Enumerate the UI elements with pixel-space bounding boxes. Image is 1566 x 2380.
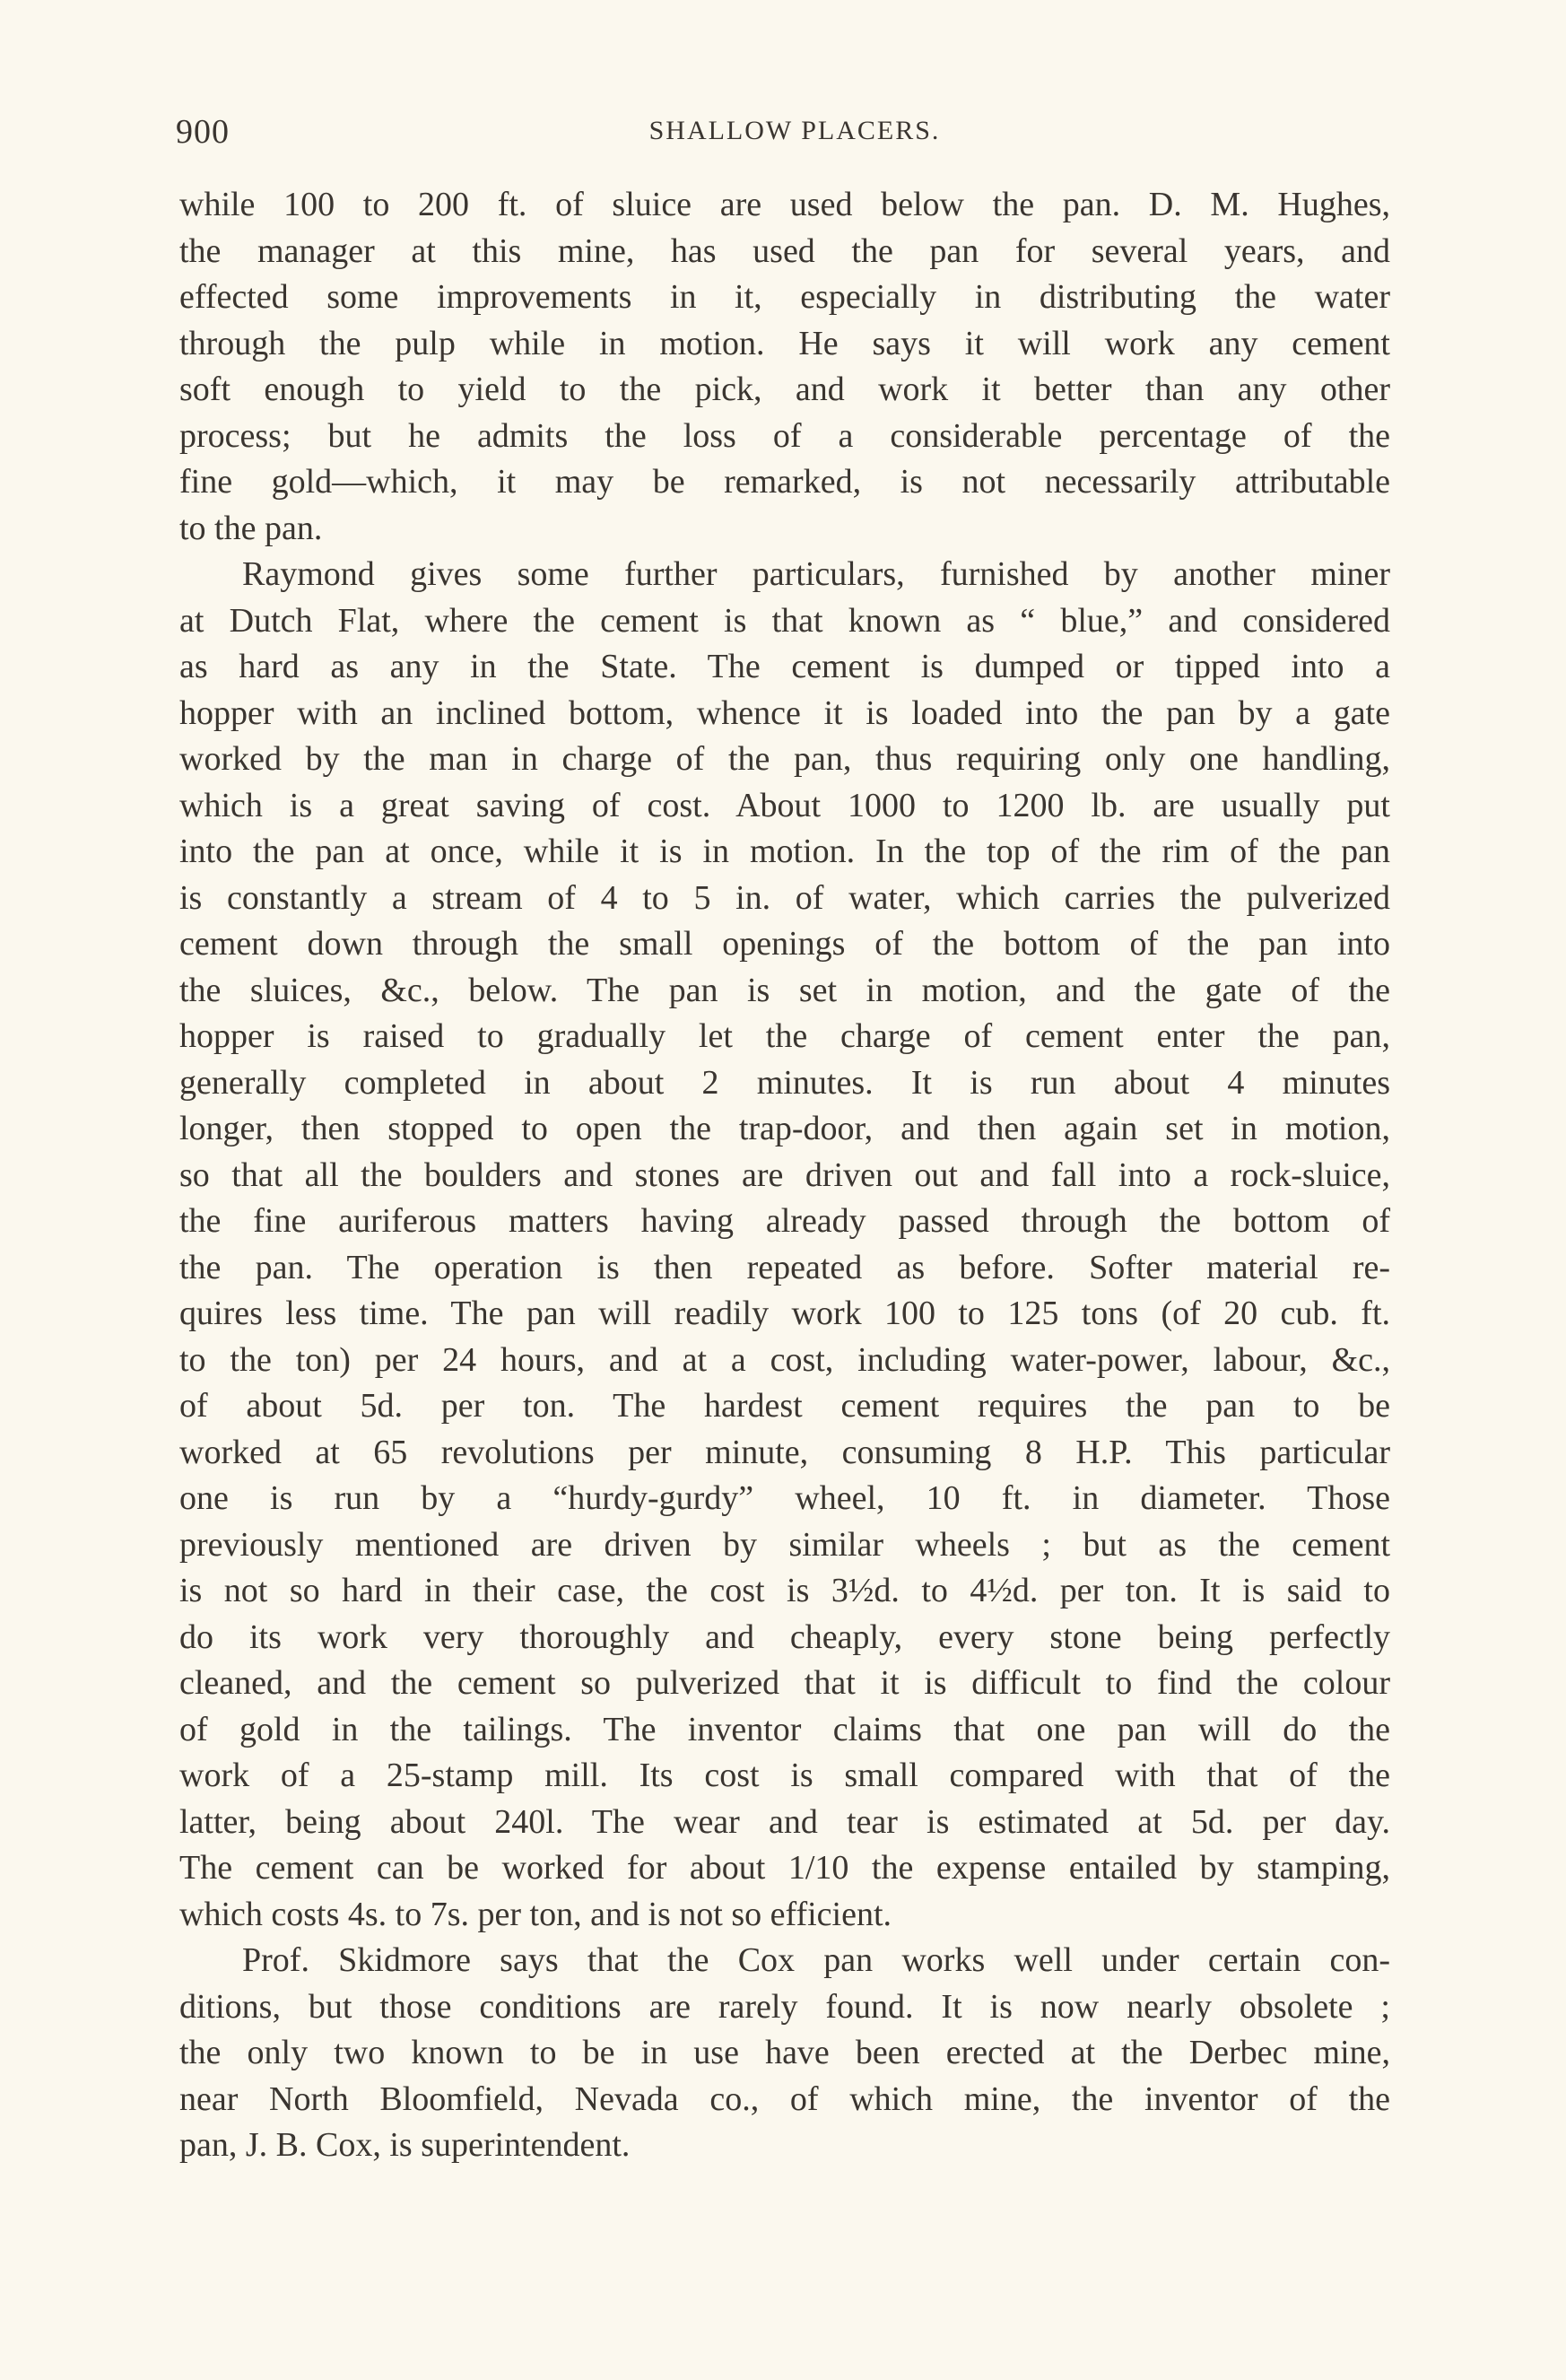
text-line: work of a 25-stamp mill. Its cost is small compared with that of the [179,1757,1390,1794]
text-line: ditions, but those conditions are rarely found. It is now nearly obsolete ; [179,1987,1390,2026]
text-line: worked by the man in charge of the pan, thus requiring only one handling, [179,740,1390,778]
text-line: Prof. Skidmore says that the Cox pan works well under certain con- [242,1941,1390,1979]
text-line: of gold in the tailings. The inventor claims that one pan will do the [179,1710,1390,1748]
text-line: process; but he admits the loss of a considerable percentage of the [179,416,1390,455]
paragraph-raymond [179,552,1390,1938]
running-head [176,112,1414,157]
text-line: soft enough to yield to the pick, and work it better than any other [179,371,1390,408]
text-line: hopper is raised to gradually let the charge of cement enter the pan, [179,1017,1390,1055]
text-line: effected some improvements in it, especially in distributing the water [179,278,1390,316]
text-line: the only two known to be in use have been erected at the Derbec mine, [179,2034,1390,2071]
text-line: previously mentioned are driven by similar wheels ; but as the cement [179,1525,1390,1564]
text-line: longer, then stopped to open the trap-door, and then again set in motion, [179,1110,1390,1147]
text-line: The cement can be worked for about 1/10 the expense entailed by stamping, [179,1849,1390,1887]
text-line: to the pan. [179,509,323,547]
paragraph-hughes [179,182,1390,552]
text-line: which costs 4s. to 7s. per ton, and is not so efficient. [179,1895,892,1933]
text-line: generally completed in about 2 minutes. It is run about 4 minutes [179,1063,1390,1102]
text-line: cement down through the small openings of the bottom of the pan into [179,925,1390,963]
text-line: latter, being about 240l. The wear and tear is estimated at 5d. per day. [179,1802,1390,1841]
text-line: fine gold—which, it may be remarked, is not necessarily attributable [179,463,1390,501]
text-line: the pan. The operation is then repeated as before. Softer material re- [179,1248,1390,1286]
text-line: do its work very thoroughly and cheaply, every stone being perfectly [179,1617,1390,1656]
body-text [179,182,1390,2169]
text-line: so that all the boulders and stones are driven out and fall into a rock-sluice, [179,1155,1390,1194]
text-line: pan, J. B. Cox, is superintendent. [179,2126,631,2164]
text-line: through the pulp while in motion. He says it will work any cement [179,324,1390,362]
text-line: cleaned, and the cement so pulverized that it is difficult to find the colour [179,1664,1390,1702]
page-number: 900 [176,113,230,151]
paragraph-skidmore [179,1938,1390,2169]
text-line: one is run by a “hurdy-gurdy” wheel, 10 ft. in diameter. Those [179,1479,1390,1517]
text-line: is not so hard in their case, the cost is 3½d. to 4½d. per ton. It is said to [179,1572,1390,1609]
text-line: the fine auriferous matters having already passed through the bottom of [179,1202,1390,1240]
text-line: of about 5d. per ton. The hardest cement requires the pan to be [179,1387,1390,1425]
text-line: the manager at this mine, has used the pan for several years, and [179,231,1390,270]
text-line: at Dutch Flat, where the cement is that known as “ blue,” and considered [179,601,1390,640]
text-line: while 100 to 200 ft. of sluice are used below the pan. D. M. Hughes, [179,186,1390,223]
text-line: the sluices, &c., below. The pan is set in motion, and the gate of the [179,971,1390,1009]
text-line: quires less time. The pan will readily work 100 to 125 tons (of 20 cub. ft. [179,1295,1390,1332]
text-line: into the pan at once, while it is in motion. In the top of the rim of the pan [179,833,1390,870]
text-line: hopper with an inclined bottom, whence it is loaded into the pan by a gate [179,693,1390,732]
running-title: SHALLOW PLACERS. [648,116,941,145]
text-line: is constantly a stream of 4 to 5 in. of water, which carries the pulverized [179,878,1390,917]
text-line: to the ton) per 24 hours, and at a cost, including water-power, labour, &c., [179,1340,1390,1379]
text-line: near North Bloomfield, Nevada co., of which mine, the inventor of the [179,2079,1390,2118]
text-line: worked at 65 revolutions per minute, consuming 8 H.P. This particular [179,1433,1390,1471]
text-line: Raymond gives some further particulars, furnished by another miner [242,555,1390,593]
text-line: as hard as any in the State. The cement is dumped or tipped into a [179,648,1390,685]
text-line: which is a great saving of cost. About 1000 to 1200 lb. are usually put [179,786,1390,824]
